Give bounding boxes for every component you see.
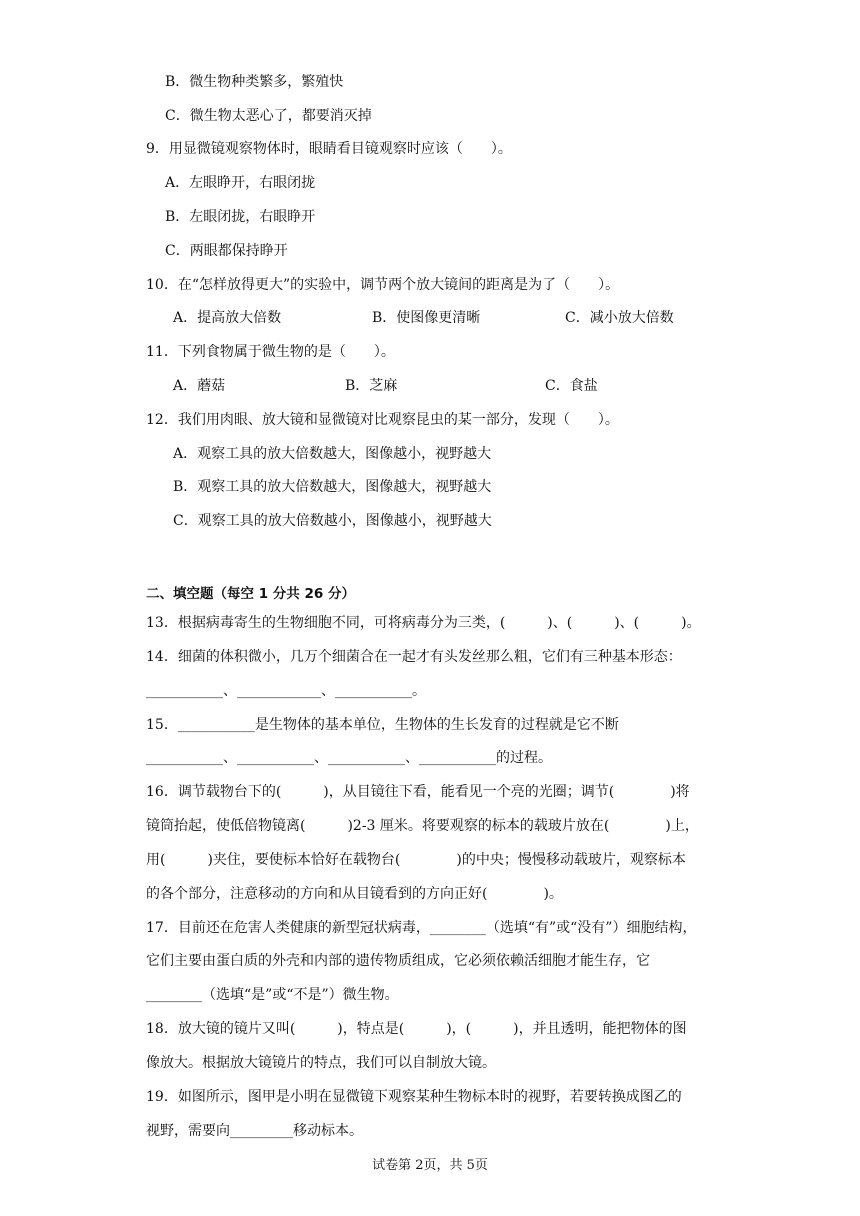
q8-option-b: B．微生物种类繁多，繁殖快 (165, 74, 344, 90)
q17-line-2: 它们主要由蛋白质的外壳和内部的遗传物质组成，它必须依赖活细胞才能生存，它 (146, 953, 650, 969)
q16-line-3: 用( )夹住，要使标本恰好在载物台( )的中央；慢慢移动载玻片，观察标本 (146, 852, 686, 868)
q13-text: 13．根据病毒寄生的生物细胞不同，可将病毒分为三类，( )、( )、( )。 (146, 615, 701, 631)
q18-line-2: 像放大。根据放大镜镜片的特点，我们可以自制放大镜。 (146, 1055, 496, 1071)
q9-option-a: A．左眼睁开，右眼闭拢 (165, 175, 316, 191)
q12-option-a: A．观察工具的放大倍数越大，图像越小，视野越大 (173, 446, 492, 462)
q9-option-c: C．两眼都保持睁开 (165, 243, 288, 259)
q15-line-1: 15．___________是生物体的基本单位，生物体的生长发育的过程就是它不断 (146, 717, 619, 733)
q11-option-a: A．蘑菇 (173, 378, 226, 394)
q14-line-2: ___________、____________、___________。 (146, 683, 426, 699)
q10-stem: 10．在“怎样放得更大”的实验中，调节两个放大镜间的距离是为了（ ）。 (146, 277, 620, 293)
q9-stem: 9．用显微镜观察物体时，眼睛看目镜观察时应该（ ）。 (146, 141, 512, 157)
q17-line-1: 17．目前还在危害人类健康的新型冠状病毒，________（选填“有”或“没有”）细胞结构， (146, 920, 697, 936)
q8-option-c: C．微生物太恶心了，都要消灭掉 (165, 108, 372, 124)
q17-line-3: ________（选填“是”或“不是”）微生物。 (146, 987, 399, 1003)
q19-line-1: 19．如图所示，图甲是小明在显微镜下观察某种生物标本时的视野，若要转换成图乙的 (146, 1089, 682, 1105)
section-2-title: 二、填空题（每空 1 分共 26 分） (146, 586, 355, 602)
q14-line-1: 14．细菌的体积微小，几万个细菌合在一起才有头发丝那么粗，它们有三种基本形态： (146, 649, 682, 665)
q16-line-1: 16．调节载物台下的( )，从目镜往下看，能看见一个亮的光圈；调节( )将 (146, 784, 690, 800)
q16-line-2: 镜筒抬起，使低倍物镜离( )2-3 厘米。将要观察的标本的载玻片放在( )上， (146, 818, 699, 834)
q10-option-c: C．减小放大倍数 (565, 310, 674, 326)
q15-line-2: ___________、___________、___________、___________的过程。 (146, 750, 552, 766)
q11-option-c: C．食盐 (545, 378, 598, 394)
q12-option-b: B．观察工具的放大倍数越大，图像越大，视野越大 (173, 479, 492, 495)
q10-option-a: A．提高放大倍数 (173, 310, 282, 326)
q19-line-2: 视野，需要向_________移动标本。 (146, 1123, 363, 1139)
q11-option-b: B．芝麻 (345, 378, 398, 394)
q10-option-b: B．使图像更清晰 (372, 310, 481, 326)
q18-line-1: 18．放大镜的镜片又叫( )，特点是( )，( )，并且透明，能把物体的图 (146, 1021, 687, 1037)
q9-option-b: B．左眼闭拢，右眼睁开 (165, 209, 316, 225)
q16-line-4: 的各个部分，注意移动的方向和从目镜看到的方向正好( )。 (146, 886, 563, 902)
q12-option-c: C．观察工具的放大倍数越小，图像越小，视野越大 (173, 513, 492, 529)
q12-stem: 12．我们用肉眼、放大镜和显微镜对比观察昆虫的某一部分，发现（ ）。 (146, 412, 619, 428)
page-footer: 试卷第 2页，共 5页 (372, 1158, 488, 1173)
q11-stem: 11．下列食物属于微生物的是（ ）。 (146, 344, 395, 360)
